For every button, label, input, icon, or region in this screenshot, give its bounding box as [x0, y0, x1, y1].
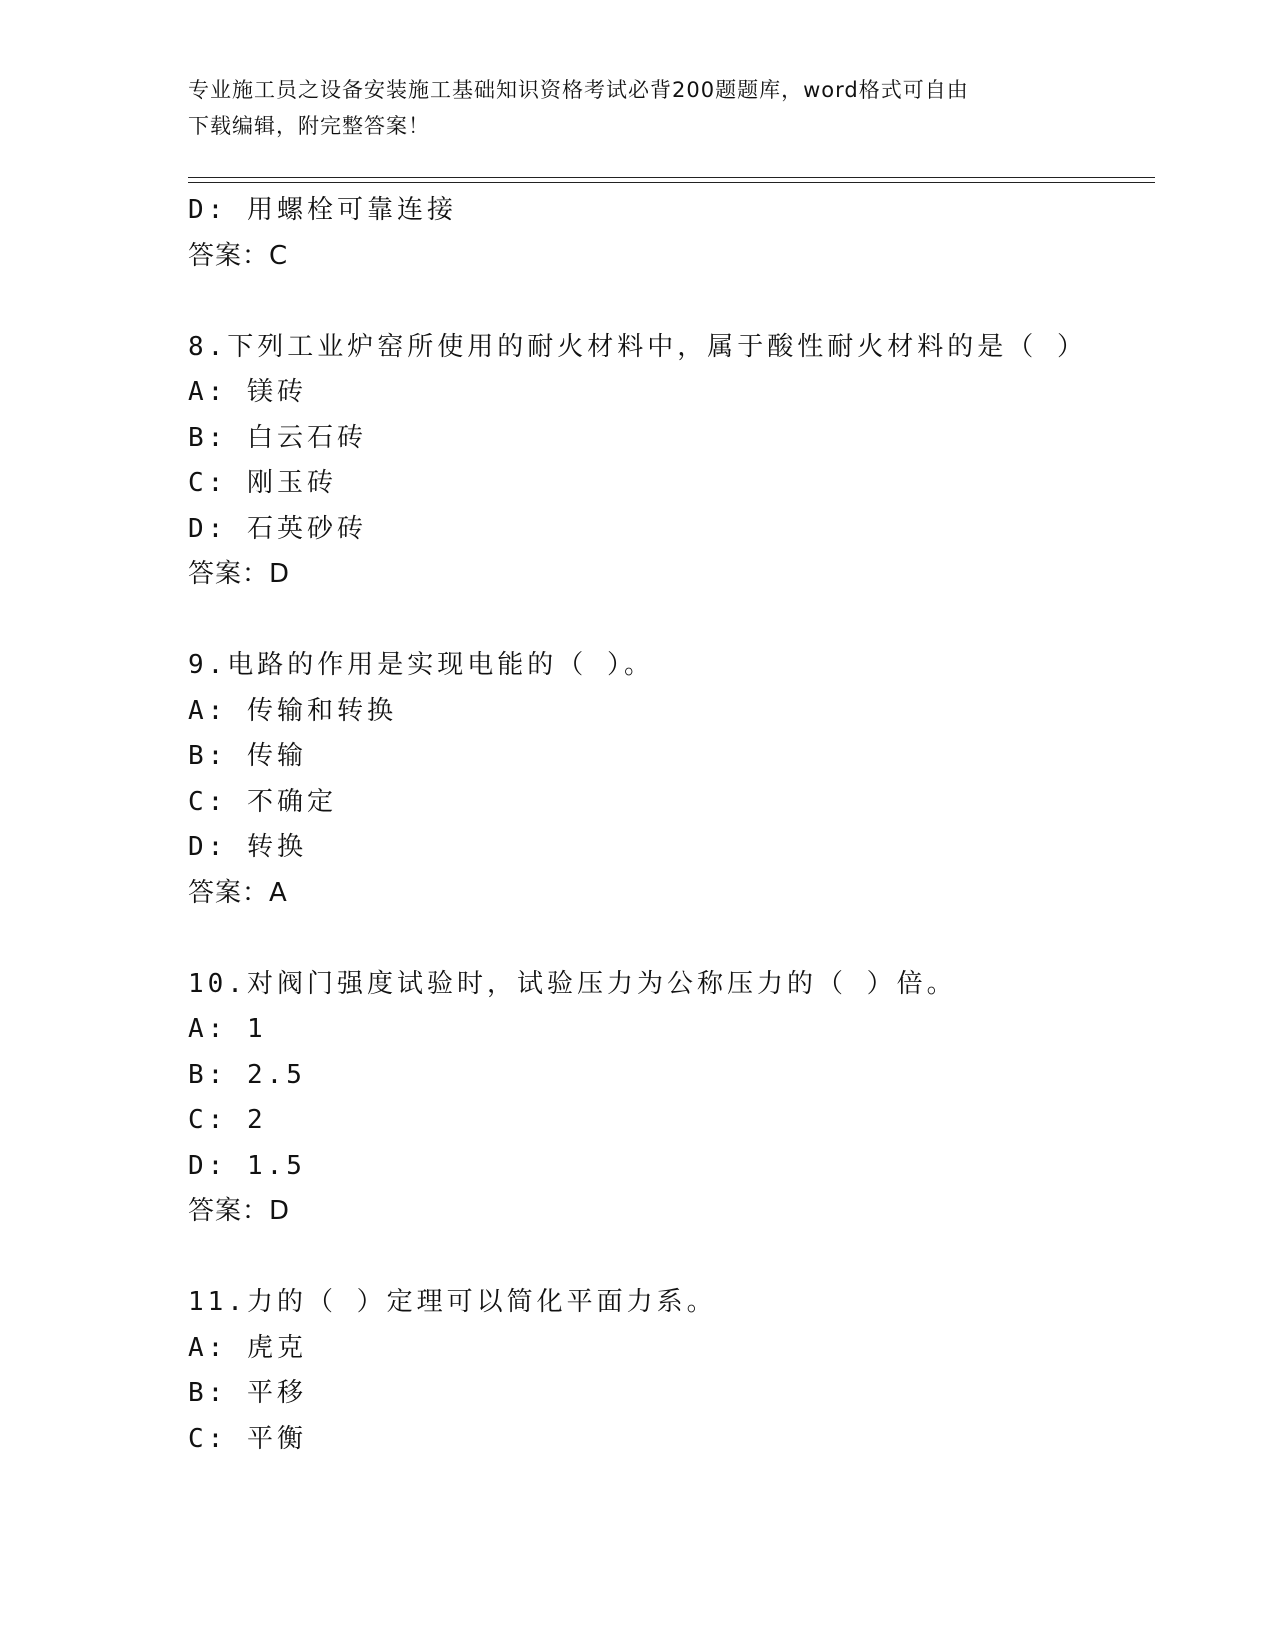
header-divider-top	[188, 177, 1155, 178]
option-c: C: 刚玉砖	[188, 468, 337, 498]
question-8	[188, 325, 1148, 598]
option-a: A: 虎克	[188, 1332, 307, 1363]
question-11	[188, 1280, 1148, 1462]
option-d: D: 转换	[188, 832, 307, 862]
option-c: C: 不确定	[188, 786, 337, 817]
answer: 答案：C	[188, 240, 289, 271]
option-a: A: 1	[188, 1014, 267, 1044]
question-stem: 8.下列工业炉窑所使用的耐火材料中，属于酸性耐火材料的是（ ）	[188, 331, 1087, 362]
spacer	[188, 916, 1148, 962]
question-stem: 9.电路的作用是实现电能的（ ）。	[188, 650, 654, 680]
document-header	[188, 72, 1078, 144]
option-b: B: 2.5	[188, 1059, 306, 1090]
option-b: B: 平移	[188, 1378, 307, 1408]
answer: 答案：D	[188, 1196, 291, 1226]
spacer	[188, 279, 1148, 325]
option-a: A: 传输和转换	[188, 695, 397, 726]
option-c: C: 2	[188, 1105, 267, 1135]
spacer	[188, 1235, 1148, 1281]
option-d: D: 石英砂砖	[188, 513, 367, 544]
question-list	[188, 188, 1148, 1462]
option-b: B: 白云石砖	[188, 422, 367, 453]
option-a: A: 镁砖	[188, 377, 307, 407]
option-b: B: 传输	[188, 741, 307, 771]
header-line-1: 专业施工员之设备安装施工基础知识资格考试必背200题题库，word格式可自由	[188, 78, 969, 102]
question-9	[188, 643, 1148, 916]
option-c: C: 平衡	[188, 1423, 307, 1454]
answer: 答案：D	[188, 559, 291, 589]
header-line-2: 下载编辑，附完整答案！	[188, 114, 430, 138]
question-stem: 10.对阀门强度试验时，试验压力为公称压力的（ ）倍。	[188, 968, 957, 999]
question-10	[188, 962, 1148, 1235]
option-d: D: 1.5	[188, 1150, 306, 1181]
header-divider-bottom	[188, 182, 1155, 183]
question-stem: 11.力的（ ）定理可以简化平面力系。	[188, 1287, 717, 1317]
option-d: D: 用螺栓可靠连接	[188, 195, 457, 225]
answer: 答案：A	[188, 877, 288, 908]
spacer	[188, 598, 1148, 644]
